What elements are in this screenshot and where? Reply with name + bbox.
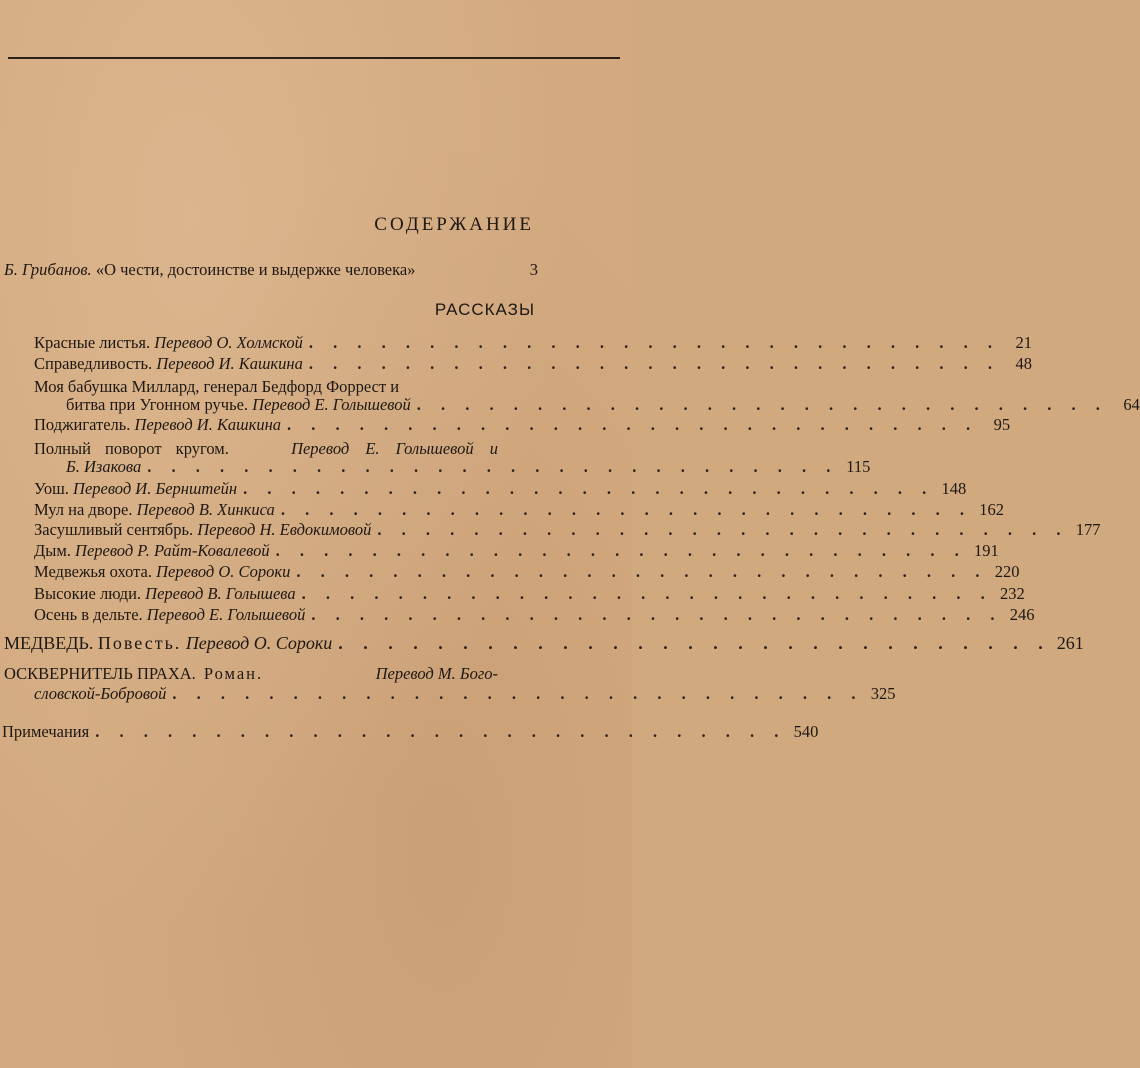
dot-leader: . . . . . . . . . . . . . . . . . . . . . . . . . . . . . — [296, 562, 988, 581]
toc-entry-novel-line1 — [4, 664, 498, 684]
toc-entry — [34, 333, 1033, 353]
novella-genre: Повесть. — [97, 633, 182, 653]
novella-title: МЕДВЕДЬ. — [4, 633, 94, 653]
entry-translator: Перевод И. Бернштейн — [73, 479, 238, 498]
entry-page: 21 — [1015, 333, 1033, 352]
entry-title: Поджигатель. — [34, 415, 131, 434]
novella-page: 261 — [1056, 633, 1084, 653]
entry-title: Красные листья. — [34, 333, 151, 352]
entry-title: Уош. — [34, 479, 69, 498]
toc-entry — [34, 605, 1035, 625]
intro-text: «О чести, достоинстве и выдержке человека» — [95, 260, 416, 279]
novel-translator-cont: словской-Бобровой — [34, 684, 167, 703]
dot-leader: . . . . . . . . . . . . . . . . . . . . . . . . . . . . . — [275, 541, 967, 560]
toc-entry — [34, 584, 1025, 604]
entry-page: 148 — [941, 479, 967, 498]
entry-translator: Перевод О. Сороки — [156, 562, 291, 581]
entry-page: 64 — [1123, 395, 1140, 414]
dot-leader: . . . . . . . . . . . . . . . . . . . . . . . . . . . . . — [301, 584, 993, 603]
entry-translator: Перевод Н. Евдокимовой — [197, 520, 372, 539]
notes-page: 540 — [793, 722, 819, 741]
entry-title: Мул на дворе. — [34, 500, 133, 519]
toc-entry — [34, 562, 1020, 582]
dot-leader: . . . . . . . . . . . . . . . . . . . . . . . . . . . . . — [280, 500, 972, 519]
dot-leader: . . . . . . . . . . . . . . . . . . . . . . . . . . . . . — [172, 684, 864, 703]
toc-entry — [34, 354, 1032, 374]
entry-title-cont: битва при Угонном ручье. — [66, 395, 249, 414]
dot-leader: . . . . . . . . . . . . . . . . . . . . . . . . . . . . . — [338, 633, 1051, 653]
toc-entry-notes — [2, 722, 819, 742]
entry-page: 220 — [994, 562, 1020, 581]
toc-entry — [34, 479, 967, 499]
novel-genre: Роман. — [203, 664, 264, 683]
notes-label: Примечания — [2, 722, 90, 741]
entry-page: 162 — [979, 500, 1004, 519]
intro-page: 3 — [529, 260, 538, 279]
entry-translator: Перевод Е. Голышевой — [146, 605, 306, 624]
entry-title: Полный поворот кругом. — [34, 439, 229, 458]
toc-entry-novella — [4, 633, 1084, 653]
novel-page: 325 — [870, 684, 896, 703]
dot-leader: . . . . . . . . . . . . . . . . . . . . . . . . . . . . . — [308, 354, 1000, 373]
entry-title: Моя бабушка Миллард, генерал Бедфорд Форрест и — [34, 377, 400, 396]
toc-entry — [34, 500, 1004, 520]
entry-translator: Перевод Е. Голышевой — [252, 395, 411, 414]
dot-leader: . . . . . . . . . . . . . . . . . . . . . . . . . . . . . — [95, 722, 787, 741]
toc-entry — [34, 415, 1011, 435]
page-title: СОДЕРЖАНИЕ — [374, 214, 534, 235]
novel-title: ОСКВЕРНИТЕЛЬ ПРАХА. — [4, 664, 196, 683]
toc-entry-line1 — [34, 377, 498, 397]
section-heading-stories: РАССКАЗЫ — [434, 300, 535, 319]
toc-entry — [66, 395, 1140, 415]
entry-translator: Перевод И. Кашкина — [134, 415, 282, 434]
entry-title: Осень в дельте. — [34, 605, 143, 624]
toc-entry — [34, 541, 999, 561]
entry-translator-cont: Б. Изакова — [66, 457, 142, 476]
entry-page: 191 — [973, 541, 999, 560]
entry-page: 232 — [999, 584, 1025, 603]
dot-leader: . . . . . . . . . . . . . . . . . . . . . . . . . . . . . — [311, 605, 1003, 624]
entry-page: 95 — [993, 415, 1011, 434]
entry-page: 48 — [1015, 354, 1032, 373]
intro-author: Б. Грибанов. — [4, 260, 92, 279]
dot-leader: . . . . . . . . . . . . . . . . . . . . . . . . . . . . . — [287, 415, 979, 434]
dot-leader: . . . . . . . . . . . . . . . . . . . . . . . . . . . . . — [308, 333, 1001, 352]
entry-page: 246 — [1009, 605, 1035, 624]
entry-page: 177 — [1075, 520, 1101, 539]
dot-leader: . . . . . . . . . . . . . . . . . . . . . . . . . . . . . — [147, 457, 839, 476]
entry-translator: Перевод В. Хинкиса — [136, 500, 275, 519]
dot-leader: . . . . . . . . . . . . . . . . . . . . . . . . . . . . . — [416, 395, 1108, 414]
entry-title: Справедливость. — [34, 354, 153, 373]
dot-leader: . . . . . . . . . . . . . . . . . . . . . . . . . . . . . — [377, 520, 1069, 539]
entry-translator: Перевод Е. Голышевой и — [291, 439, 498, 458]
dot-leader: . . . . . . . . . . . . . . . . . . . . . . . . . . . . . — [243, 479, 935, 498]
toc-entry — [34, 520, 1101, 540]
novel-translator: Перевод М. Бого- — [375, 664, 498, 683]
entry-translator: Перевод Р. Райт-Ковалевой — [75, 541, 270, 560]
entry-translator: Перевод В. Голышева — [145, 584, 296, 603]
entry-title: Высокие люди. — [34, 584, 142, 603]
toc-entry-novel — [34, 684, 896, 704]
entry-translator: Перевод И. Кашкина — [156, 354, 303, 373]
entry-title: Дым. — [34, 541, 71, 560]
toc-entry-intro — [4, 260, 538, 280]
entry-page: 115 — [846, 457, 871, 476]
toc-entry — [66, 457, 871, 477]
top-rule — [8, 57, 620, 59]
entry-translator: Перевод О. Холмской — [154, 333, 303, 352]
novella-translator: Перевод О. Сороки — [185, 633, 333, 653]
entry-title: Медвежья охота. — [34, 562, 152, 581]
entry-title: Засушливый сентябрь. — [34, 520, 194, 539]
toc-entry-line1 — [34, 439, 498, 459]
